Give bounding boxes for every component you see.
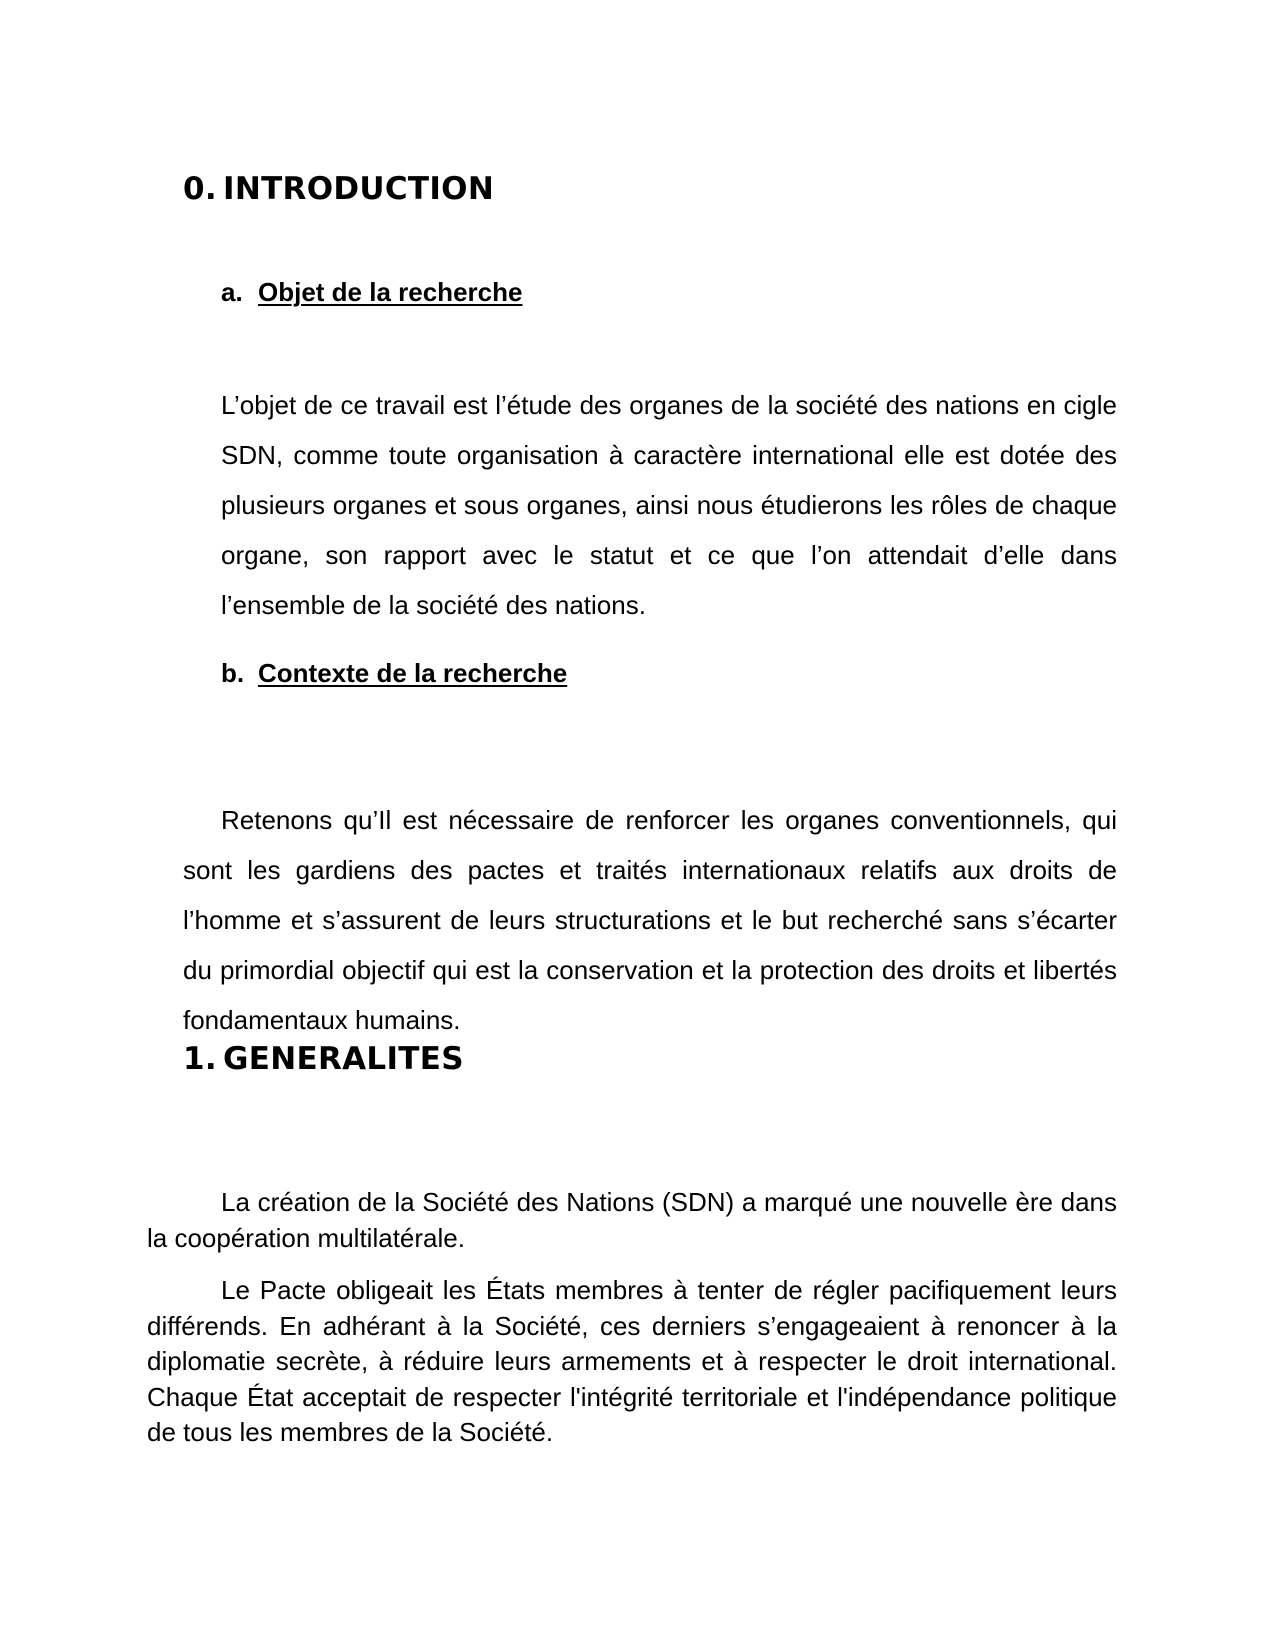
subsection-heading-objet <box>221 277 522 308</box>
subsection-letter: a. <box>221 277 243 307</box>
section-heading-generalites <box>183 1041 464 1077</box>
section-number: 0. <box>183 171 217 207</box>
paragraph-generalites-2: Le Pacte obligeait les États membres à tenter de régler pacifiquement leurs différends. En adhérant à la Société, ces derniers s’engageaient à renoncer à la diplomatie secrète, à réduire leurs armements et à respecter le droit international. Chaque État acceptait de respecter l'intégrité territoriale et l'indépendance politique de tous les membres de la Société. <box>147 1275 1117 1447</box>
subsection-heading-contexte <box>221 658 567 689</box>
paragraph-contexte: Retenons qu’Il est nécessaire de renforcer les organes conventionnels, qui sont les gardiens des pactes et traités internationaux relatifs aux droits de l’homme et s’assurent de leurs structurations et le but recherché sans s’écarter du primordial objectif qui est la conservation et la protection des droits et libertés fondamentaux humains. <box>183 805 1117 1035</box>
section-heading-introduction <box>183 171 494 207</box>
subsection-title: Objet de la recherche <box>258 277 523 307</box>
subsection-title: Contexte de la recherche <box>258 658 568 688</box>
section-title: INTRODUCTION <box>223 171 495 207</box>
section-title: GENERALITES <box>223 1041 464 1077</box>
section-number: 1. <box>183 1041 217 1077</box>
paragraph-generalites-1: La création de la Société des Nations (SDN) a marqué une nouvelle ère dans la coopération multilatérale. <box>147 1187 1117 1253</box>
subsection-letter: b. <box>221 658 245 688</box>
paragraph-objet: L’objet de ce travail est l’étude des organes de la société des nations en cigle SDN, comme toute organisation à caractère international elle est dotée des plusieurs organes et sous organes, ainsi nous étudierons les rôles de chaque organe, son rapport avec le statut et ce que l’on attendait d’elle dans l’ensemble de la société des nations. <box>221 390 1117 620</box>
